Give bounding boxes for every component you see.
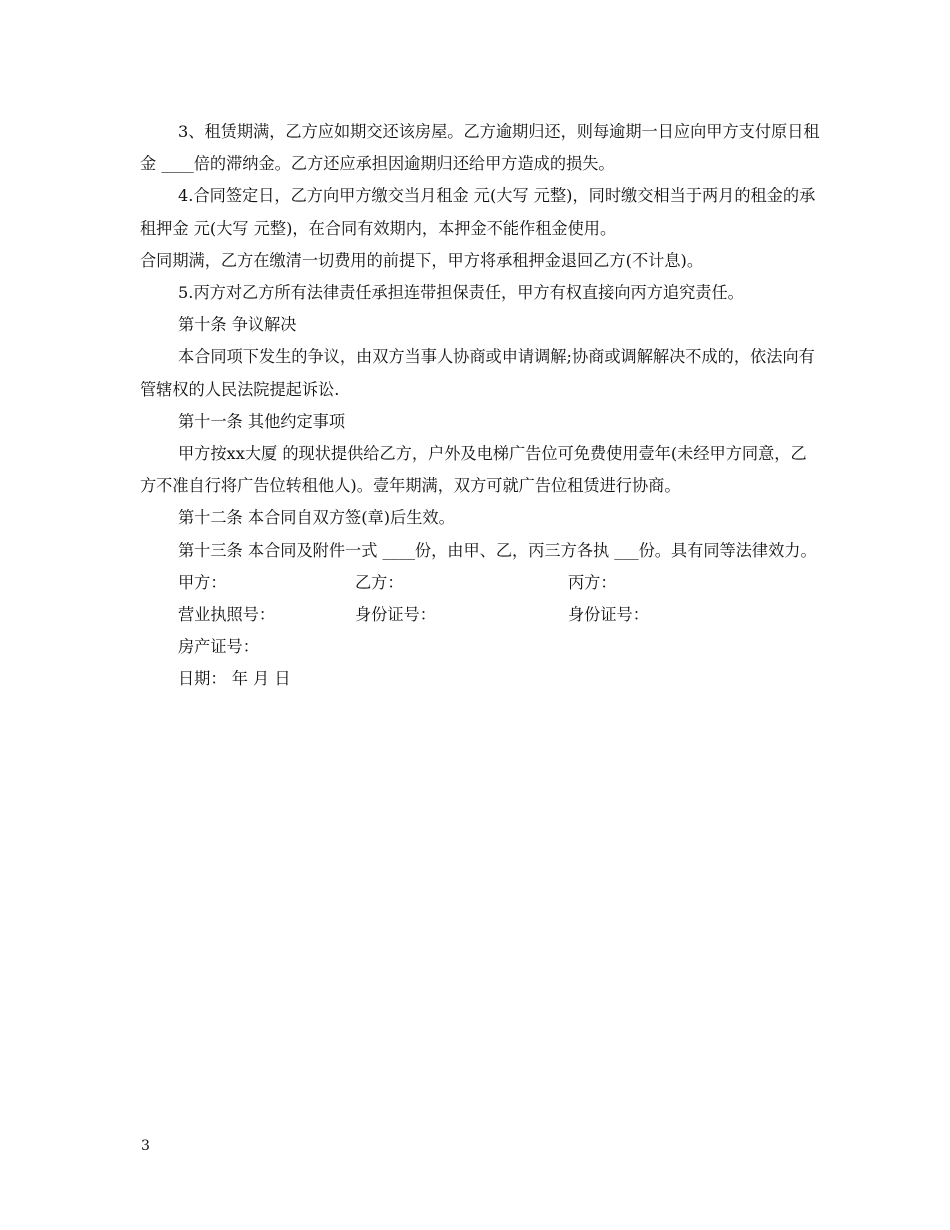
other-terms-paragraph: 甲方按xx大厦 的现状提供给乙方，户外及电梯广告位可免费使用壹年(未经甲方同意，乙方不准自行将广告位转租他人)。壹年期满，双方可就广告位租赁进行协商。 [140,444,807,496]
party-c-label: 丙方： [568,572,617,592]
business-license-label: 营业执照号： [178,605,276,625]
signature-row-identification [140,599,820,631]
article-13-paragraph: 第十三条 本合同及附件一式 ____份，由甲、乙，丙三方各执 ___份。具有同等法律效力。 [178,540,817,560]
signature-row-date [140,663,820,695]
party-a-label: 甲方： [178,572,227,592]
property-certificate-label: 房产证号： [178,637,259,657]
signature-row-property [140,631,820,663]
clause-4-paragraph: 4.合同签定日，乙方向甲方缴交当月租金 元(大写 元整)，同时缴交相当于两月的租金的承租押金 元(大写 元整)，在合同有效期内，本押金不能作租金使用。 [140,186,816,238]
article-10-heading: 第十条 争议解决 [178,315,297,335]
party-c-id-label: 身份证号： [568,605,649,625]
date-label: 日期： 年 月 日 [178,669,291,689]
contract-text [140,116,820,696]
party-b-id-label: 身份证号： [355,605,436,625]
party-b-label: 乙方： [355,572,404,592]
signature-row-parties [140,567,820,599]
clause-3-paragraph: 3、租赁期满，乙方应如期交还该房屋。乙方逾期归还，则每逾期一日应向甲方支付原日租金 ____倍的滞纳金。乙方还应承担因逾期归还给甲方造成的损失。 [140,122,820,174]
article-11-heading: 第十一条 其他约定事项 [178,411,346,431]
deposit-refund-paragraph: 合同期满，乙方在缴清一切费用的前提下，甲方将承租押金退回乙方(不计息)。 [140,250,704,270]
clause-5-paragraph: 5.丙方对乙方所有法律责任承担连带担保责任，甲方有权直接向丙方追究责任。 [178,283,744,303]
page-number: 3 [141,1138,150,1154]
article-12-paragraph: 第十二条 本合同自双方签(章)后生效。 [178,508,455,528]
dispute-resolution-paragraph: 本合同项下发生的争议，由双方当事人协商或申请调解;协商或调解解决不成的，依法向有管辖权的人民法院提起诉讼. [140,347,815,399]
